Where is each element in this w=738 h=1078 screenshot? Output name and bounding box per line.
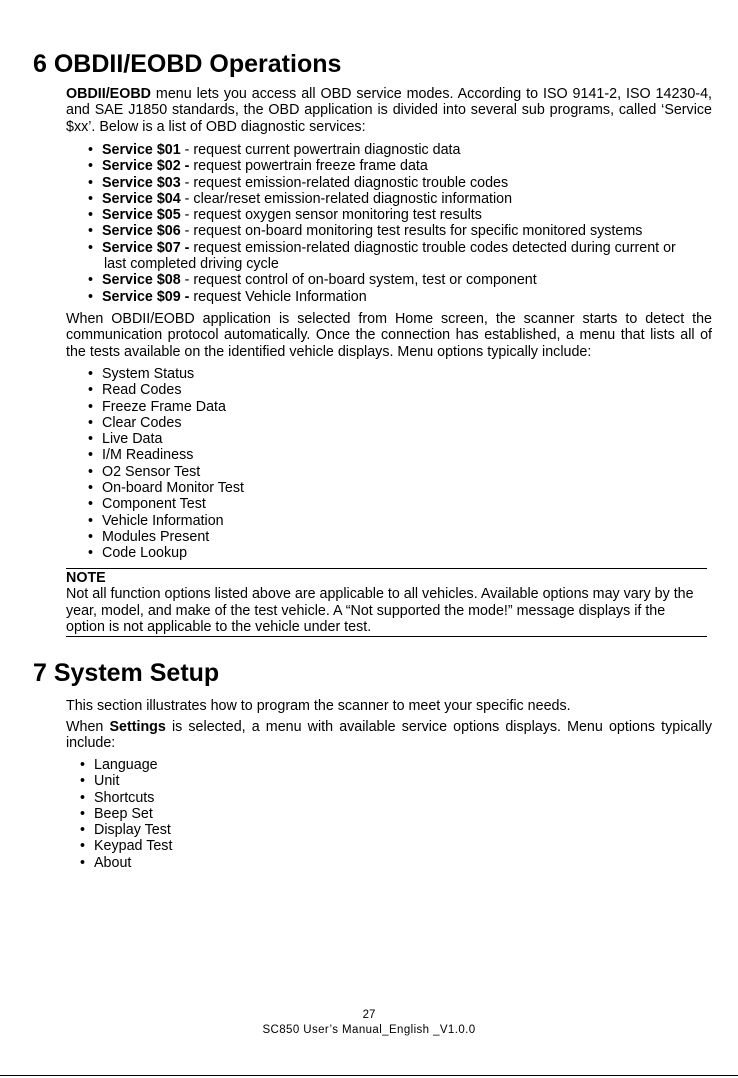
service-item bbox=[88, 142, 676, 158]
settings-option-item: • About bbox=[80, 855, 172, 871]
menu-option-item: • Vehicle Information bbox=[88, 513, 244, 529]
settings-option-item: • Display Test bbox=[80, 822, 172, 838]
service-code: Service $03 bbox=[102, 174, 181, 191]
settings-option-item: • Keypad Test bbox=[80, 838, 172, 854]
settings-para-pre: When bbox=[66, 719, 110, 735]
service-desc: request control of on-board system, test or component bbox=[193, 272, 537, 289]
section-7-intro: This section illustrates how to program the scanner to meet your specific needs. bbox=[66, 698, 571, 714]
service-desc: request powertrain freeze frame data bbox=[193, 158, 428, 175]
menu-option-item: • Live Data bbox=[88, 431, 244, 447]
service-desc: request oxygen sensor monitoring test results bbox=[193, 207, 482, 224]
service-desc: request emission-related diagnostic trouble codes detected during current or bbox=[193, 239, 676, 256]
service-code: Service $09 - bbox=[102, 288, 190, 305]
menu-option-item: • On-board Monitor Test bbox=[88, 480, 244, 496]
footer-manual-title: SC850 User’s Manual_English _V1.0.0 bbox=[262, 1024, 476, 1036]
service-item bbox=[88, 272, 676, 288]
service-desc: request on-board monitoring test results for specific monitored systems bbox=[193, 223, 643, 240]
service-item bbox=[88, 223, 676, 239]
service-sep: - bbox=[180, 223, 194, 240]
menu-option-item: • Modules Present bbox=[88, 529, 244, 545]
service-desc-continued: last completed driving cycle bbox=[104, 256, 279, 273]
service-item bbox=[88, 158, 676, 174]
menu-option-item: • Code Lookup bbox=[88, 545, 244, 561]
note-box bbox=[66, 568, 707, 637]
service-desc: request emission-related diagnostic trouble codes bbox=[193, 174, 509, 191]
service-sep: - bbox=[180, 142, 194, 158]
service-code: Service $06 bbox=[102, 223, 181, 240]
settings-para-post: is selected, a menu with available service options displays. Menu options typically include: bbox=[66, 719, 713, 752]
service-item bbox=[88, 240, 676, 273]
service-list bbox=[88, 142, 676, 305]
service-item bbox=[88, 289, 676, 305]
settings-option-item: • Language bbox=[80, 757, 172, 773]
service-sep: - bbox=[180, 272, 194, 289]
service-code: Service $07 - bbox=[102, 239, 190, 256]
service-code: Service $02 - bbox=[102, 158, 190, 175]
service-code: Service $04 bbox=[102, 190, 181, 207]
bottom-rule bbox=[0, 1075, 738, 1076]
service-item bbox=[88, 207, 676, 223]
settings-option-item: • Beep Set bbox=[80, 806, 172, 822]
menu-option-item: • Clear Codes bbox=[88, 415, 244, 431]
service-code: Service $05 bbox=[102, 207, 181, 224]
page-number: 27 bbox=[362, 1009, 376, 1021]
service-sep: - bbox=[180, 207, 194, 224]
settings-option-item: • Shortcuts bbox=[80, 790, 172, 806]
note-title: NOTE bbox=[66, 570, 106, 586]
settings-menu-options bbox=[80, 757, 172, 871]
settings-option-item: • Unit bbox=[80, 773, 172, 789]
service-desc: clear/reset emission-related diagnostic information bbox=[193, 190, 513, 207]
service-code: Service $01 bbox=[102, 142, 181, 158]
menu-option-item: • I/M Readiness bbox=[88, 447, 244, 463]
settings-bold-term: Settings bbox=[109, 719, 166, 735]
service-desc: request current powertrain diagnostic data bbox=[193, 142, 461, 158]
menu-option-item: • Component Test bbox=[88, 496, 244, 512]
menu-option-item: • System Status bbox=[88, 366, 244, 382]
section-6-intro bbox=[66, 86, 712, 135]
service-desc: request Vehicle Information bbox=[193, 288, 367, 305]
service-item bbox=[88, 191, 676, 207]
menu-option-item: • O2 Sensor Test bbox=[88, 464, 244, 480]
obd-menu-options bbox=[88, 366, 244, 562]
service-sep: - bbox=[180, 190, 194, 207]
service-code: Service $08 bbox=[102, 272, 181, 289]
intro-bold-term: OBDII/EOBD bbox=[66, 86, 151, 102]
section-7-heading: 7 System Setup bbox=[33, 659, 220, 687]
menu-option-item: • Read Codes bbox=[88, 382, 244, 398]
menu-option-item: • Freeze Frame Data bbox=[88, 399, 244, 415]
service-item bbox=[88, 175, 676, 191]
service-sep: - bbox=[180, 174, 194, 191]
section-6-menu-intro: When OBDII/EOBD application is selected from Home screen, the scanner starts to detect the communication protocol automatically. Once the connection has established, a menu that lists all of the tests available on the identified vehicle displays. Menu options typically include: bbox=[66, 311, 712, 360]
intro-text: menu lets you access all OBD service modes. According to ISO 9141-2, ISO 14230-4, and SAE J1850 standards, the OBD application is divided into several sub programs, called ‘Service $xx’. Below is a list of OBD diagnostic services: bbox=[66, 86, 712, 135]
section-6-heading: 6 OBDII/EOBD Operations bbox=[33, 50, 342, 78]
section-7-settings-para bbox=[66, 719, 712, 752]
note-text: Not all function options listed above are applicable to all vehicles. Available options may vary by the year, model, and make of the test vehicle. A “Not supported the mode!” message displays if the option is not applicable to the vehicle under test. bbox=[66, 586, 694, 635]
